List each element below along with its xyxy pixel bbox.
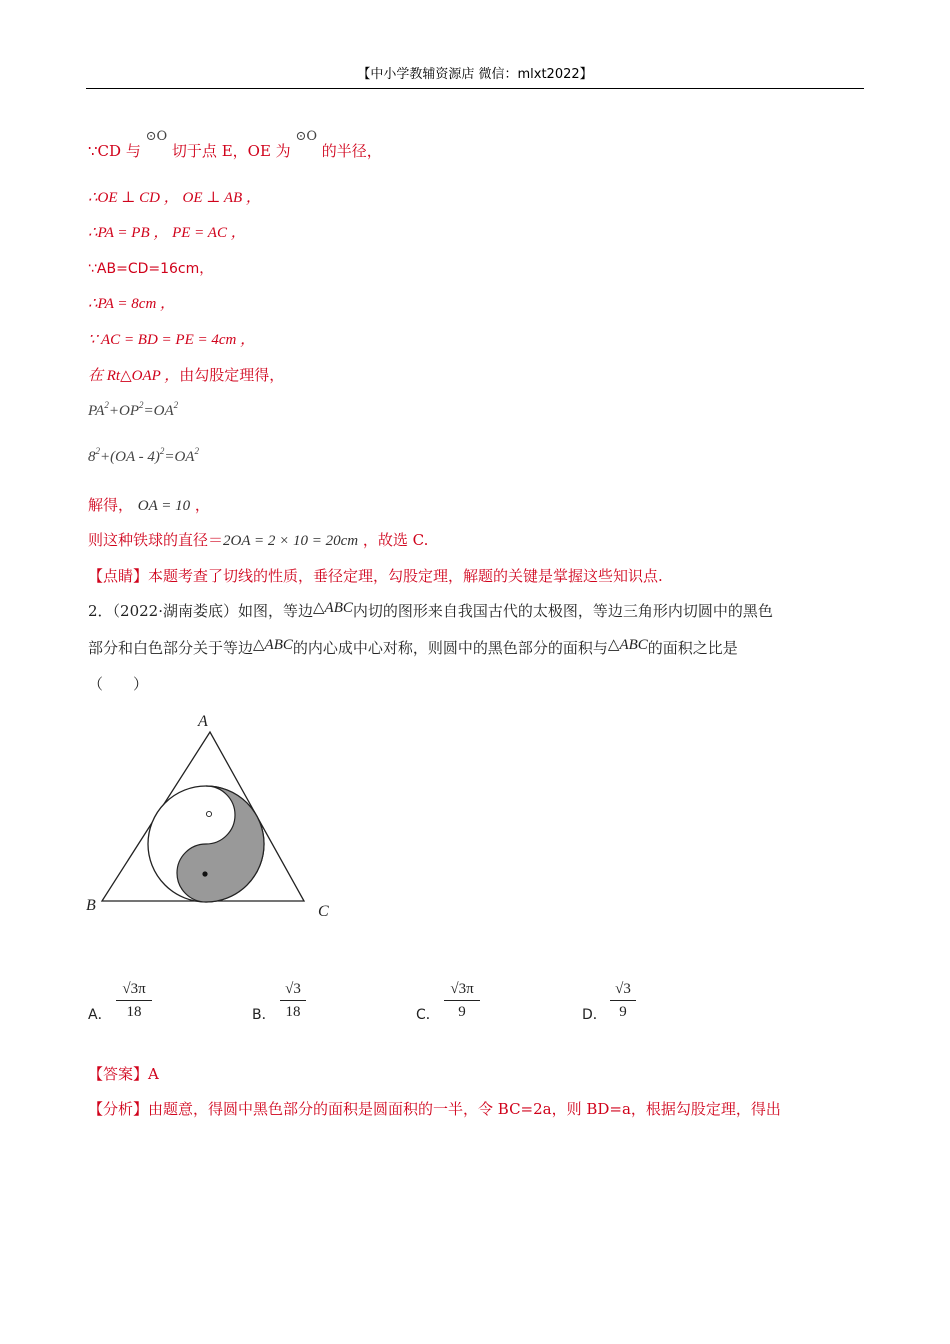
exponent: 2	[95, 446, 100, 456]
text-segment: 的面积之比是	[647, 639, 738, 657]
circle-o-symbol: ⊙O	[295, 129, 317, 144]
option-letter: D．	[582, 1007, 607, 1023]
solution-line-10	[88, 494, 210, 515]
answer-line: 【答案】A	[88, 1065, 159, 1083]
fraction-numerator: √3	[280, 978, 306, 1001]
eq-term: 8	[88, 449, 96, 465]
fraction-denominator: 18	[126, 1004, 142, 1020]
solution-line-5: ∴PA = 8cm ，	[88, 296, 176, 312]
text-segment: 则这种铁球的直径＝	[88, 531, 224, 549]
solution-line-3: ∴PA = PB ， PE = AC ，	[88, 225, 246, 241]
triangle-abc-symbol: △ABC	[313, 600, 353, 616]
fraction-numerator: √3π	[116, 978, 152, 1001]
text-segment: 2．（2022·湖南娄底）如图，等边	[88, 602, 313, 620]
text-segment: ，	[190, 496, 210, 514]
key-point-note: 【点睛】本题考查了切线的性质，垂径定理，勾股定理，解题的关键是掌握这些知识点.	[88, 567, 663, 585]
solution-line-2: ∴OE ⊥ CD ， OE ⊥ AB ，	[88, 190, 261, 206]
option-a[interactable]	[88, 978, 208, 1028]
text-segment: ∵CD 与	[88, 142, 146, 160]
equation-pythagoras	[88, 400, 178, 420]
fraction-denominator: 18	[285, 1004, 301, 1020]
exponent: 2	[139, 400, 144, 410]
label-c: C	[318, 903, 329, 920]
text-segment: 解得，	[88, 496, 138, 514]
fraction-numerator: √3π	[444, 978, 480, 1001]
text-segment: 的内心成中心对称，则圆中的黑色部分的面积与	[292, 639, 608, 657]
fraction-denominator: 9	[619, 1004, 627, 1020]
question-2-line-2	[88, 637, 738, 658]
text-segment: 切于点 E，OE 为	[167, 142, 296, 160]
text-segment: 由勾股定理得，	[179, 366, 285, 384]
fraction-numerator: √3	[610, 978, 636, 1001]
taiji-triangle-figure	[82, 708, 342, 928]
question-2-line-3: （ ）	[88, 675, 149, 693]
eq-term: +OP	[108, 403, 140, 419]
circle-o-symbol: ⊙O	[145, 129, 168, 144]
eq-term: OA = 10	[137, 498, 191, 514]
exponent: 2	[159, 446, 165, 456]
option-fraction	[280, 978, 306, 1021]
option-letter: A．	[88, 1007, 112, 1023]
option-letter: C．	[416, 1007, 440, 1023]
text-segment: 内切的图形来自我国古代的太极图，等边三角形内切圆中的黑色	[352, 602, 773, 620]
solution-line-1	[88, 129, 382, 161]
black-dot	[202, 871, 207, 876]
eq-term: =OA	[164, 449, 195, 465]
triangle-abc-symbol: △ABC	[607, 637, 648, 653]
eq-term: 2OA = 2 × 10 = 20cm	[223, 533, 359, 549]
label-b: B	[86, 897, 96, 914]
solution-line-11	[88, 529, 428, 550]
white-dot	[206, 811, 211, 816]
solution-line-6: ∵ AC = BD = PE = 4cm ，	[88, 332, 256, 348]
option-c[interactable]	[416, 978, 536, 1028]
exponent: 2	[194, 446, 199, 456]
solution-line-4: ∵AB=CD=16cm，	[88, 261, 214, 277]
option-fraction	[610, 978, 636, 1021]
eq-term: PA	[88, 403, 105, 419]
option-d[interactable]	[582, 978, 702, 1028]
fraction-denominator: 9	[458, 1004, 466, 1020]
option-fraction	[444, 978, 480, 1021]
solution-line-7	[88, 364, 284, 385]
text-segment: 部分和白色部分关于等边	[88, 639, 254, 657]
triangle-abc-symbol: △ABC	[253, 637, 293, 653]
text-segment: 的半径，	[317, 142, 382, 160]
page-header: 【中小学教辅资源店 微信：mlxt2022】	[86, 66, 864, 89]
exponent: 2	[104, 400, 109, 410]
text-segment: ，故选 C.	[358, 531, 429, 549]
eq-term: =OA	[143, 403, 174, 419]
text-segment: 在 Rt△OAP ，	[88, 368, 180, 384]
question-2-line-1	[88, 600, 773, 621]
option-b[interactable]	[252, 978, 372, 1028]
equation-substituted	[88, 446, 199, 466]
exponent: 2	[173, 400, 179, 410]
label-a: A	[198, 713, 208, 730]
option-fraction	[116, 978, 152, 1021]
eq-term: +(OA - 4)	[100, 449, 160, 465]
analysis-line: 【分析】由题意，得圆中黑色部分的面积是圆面积的一半，令 BC=2a，则 BD=a，根据勾股定理，得出	[88, 1100, 781, 1118]
option-letter: B．	[252, 1007, 276, 1023]
